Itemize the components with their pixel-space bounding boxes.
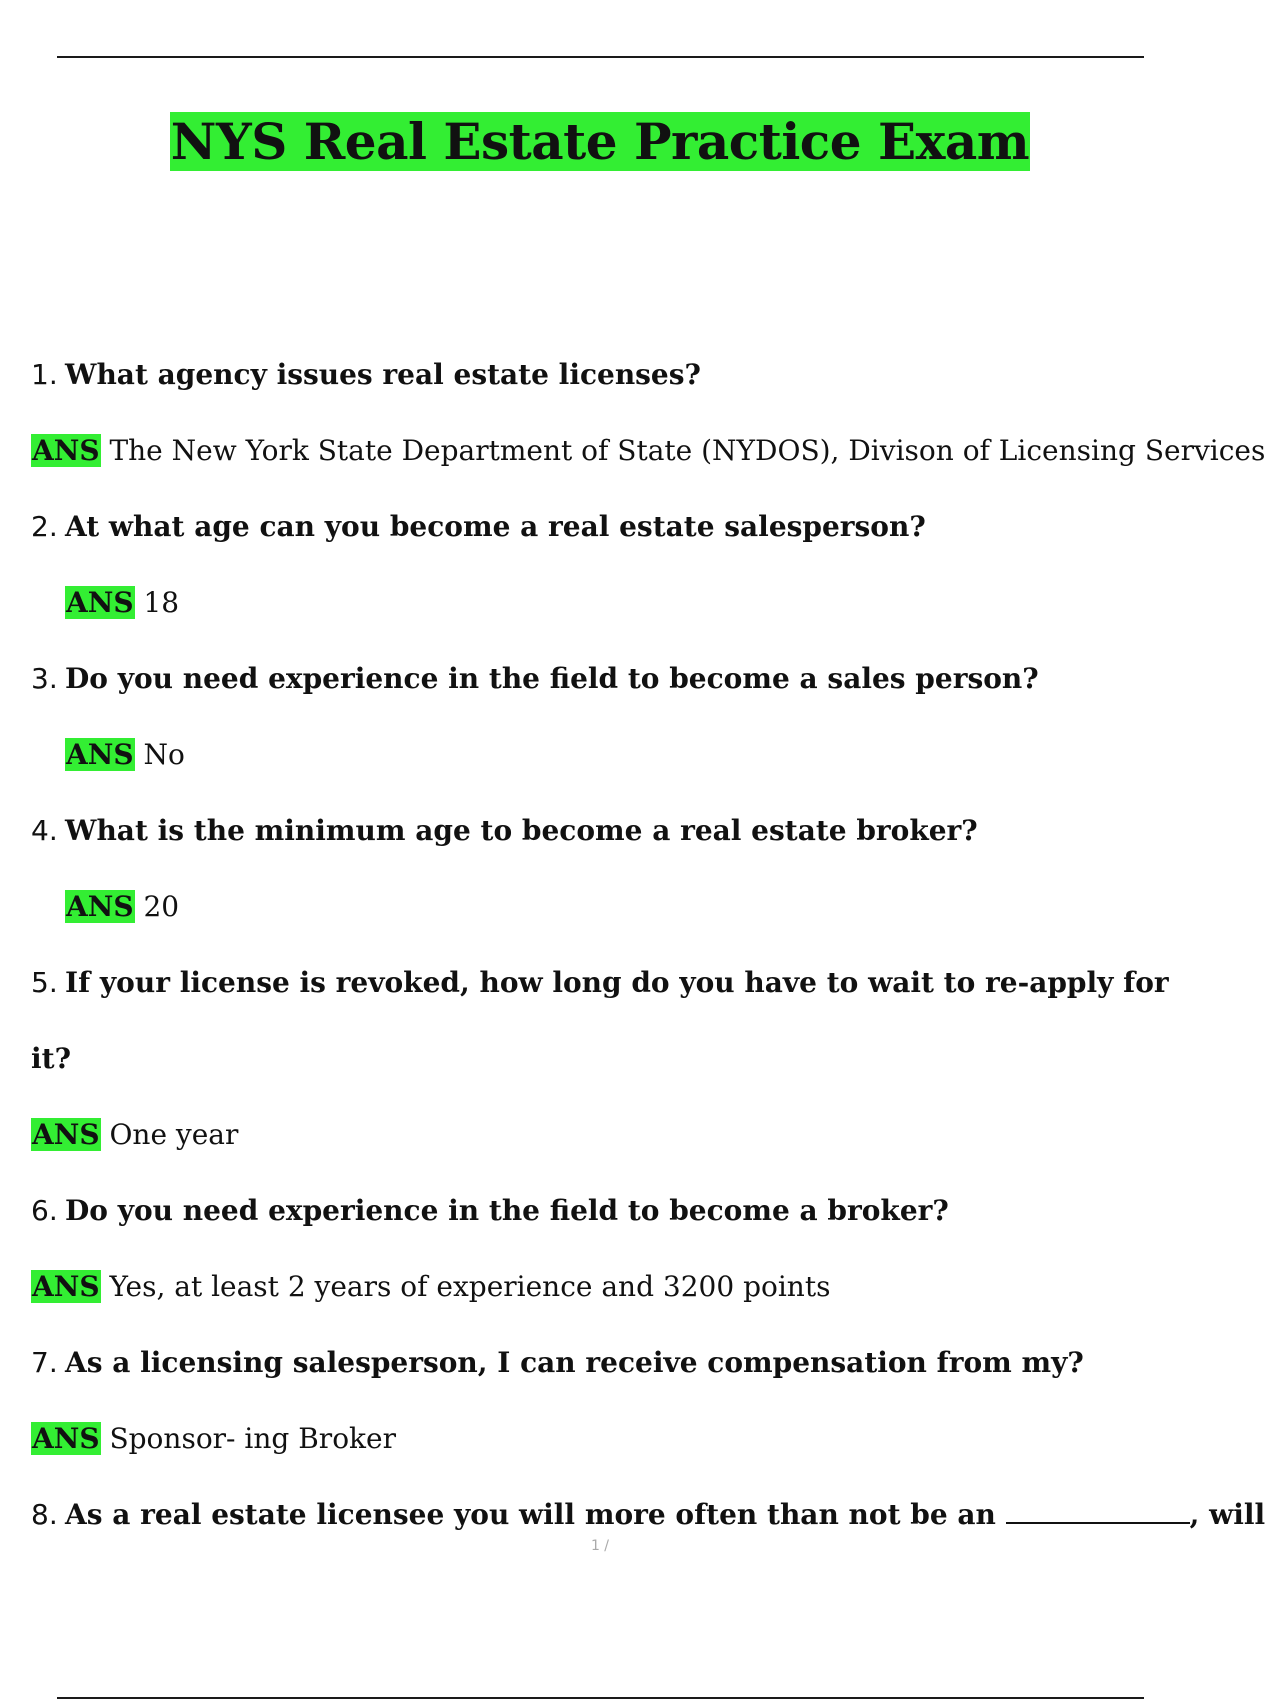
page-number: 1 / [590,1538,610,1554]
question-4 [31,811,978,851]
answer-6 [31,1267,830,1307]
answer-3 [65,735,185,775]
question-text: As a real estate licensee you will more often than not be an [65,1498,996,1531]
question-number: 8. [31,1498,58,1531]
answer-7 [31,1419,396,1459]
question-5 [31,963,1169,1003]
question-number: 5. [31,966,58,999]
question-text: At what age can you become a real estate salesperson? [65,510,926,543]
answer-text: One year [109,1118,239,1151]
question-number: 3. [31,662,58,695]
page-title: NYS Real Estate Practice Exam [170,112,1030,171]
bottom-rule [57,1697,1144,1699]
ans-label: ANS [32,1118,100,1151]
ans-label: ANS [32,1270,100,1303]
question-2 [31,507,926,547]
answer-5 [31,1115,238,1155]
question-text: What agency issues real estate licenses? [65,358,701,391]
question-text: If your license is revoked, how long do you have to wait to re-apply for [65,966,1169,999]
answer-text: 18 [143,586,180,619]
answer-2 [65,583,179,623]
answer-4 [65,887,179,927]
question-number: 4. [31,814,58,847]
ans-label: ANS [32,1422,100,1455]
answer-text: 20 [143,890,180,923]
question-number: 2. [31,510,58,543]
question-number: 7. [31,1346,58,1379]
question-text: As a licensing salesperson, I can receive compensation from my? [65,1346,1084,1379]
question-text: Do you need experience in the field to become a broker? [65,1194,949,1227]
question-1 [31,355,701,395]
ans-label: ANS [66,738,134,771]
question-6 [31,1191,949,1231]
fill-in-blank [1006,1496,1190,1524]
question-number: 6. [31,1194,58,1227]
question-8 [31,1495,1265,1535]
question-text-after-blank: , will [1189,1498,1265,1531]
answer-text: Yes, at least 2 years of experience and 3200 points [109,1270,831,1303]
question-text-continuation: it? [31,1042,71,1075]
ans-label: ANS [66,586,134,619]
ans-label: ANS [32,434,100,467]
answer-text: No [143,738,185,771]
question-7 [31,1343,1084,1383]
top-rule [57,56,1144,58]
answer-text: The New York State Department of State (NYDOS), Divison of Licensing Services [109,434,1265,467]
answer-1 [31,431,1265,471]
question-3 [31,659,1039,699]
question-text: Do you need experience in the field to become a sales person? [65,662,1039,695]
ans-label: ANS [66,890,134,923]
question-5-continuation [31,1039,71,1079]
question-number: 1. [31,358,58,391]
answer-text: Sponsor- ing Broker [109,1422,396,1455]
question-text: What is the minimum age to become a real estate broker? [65,814,978,847]
